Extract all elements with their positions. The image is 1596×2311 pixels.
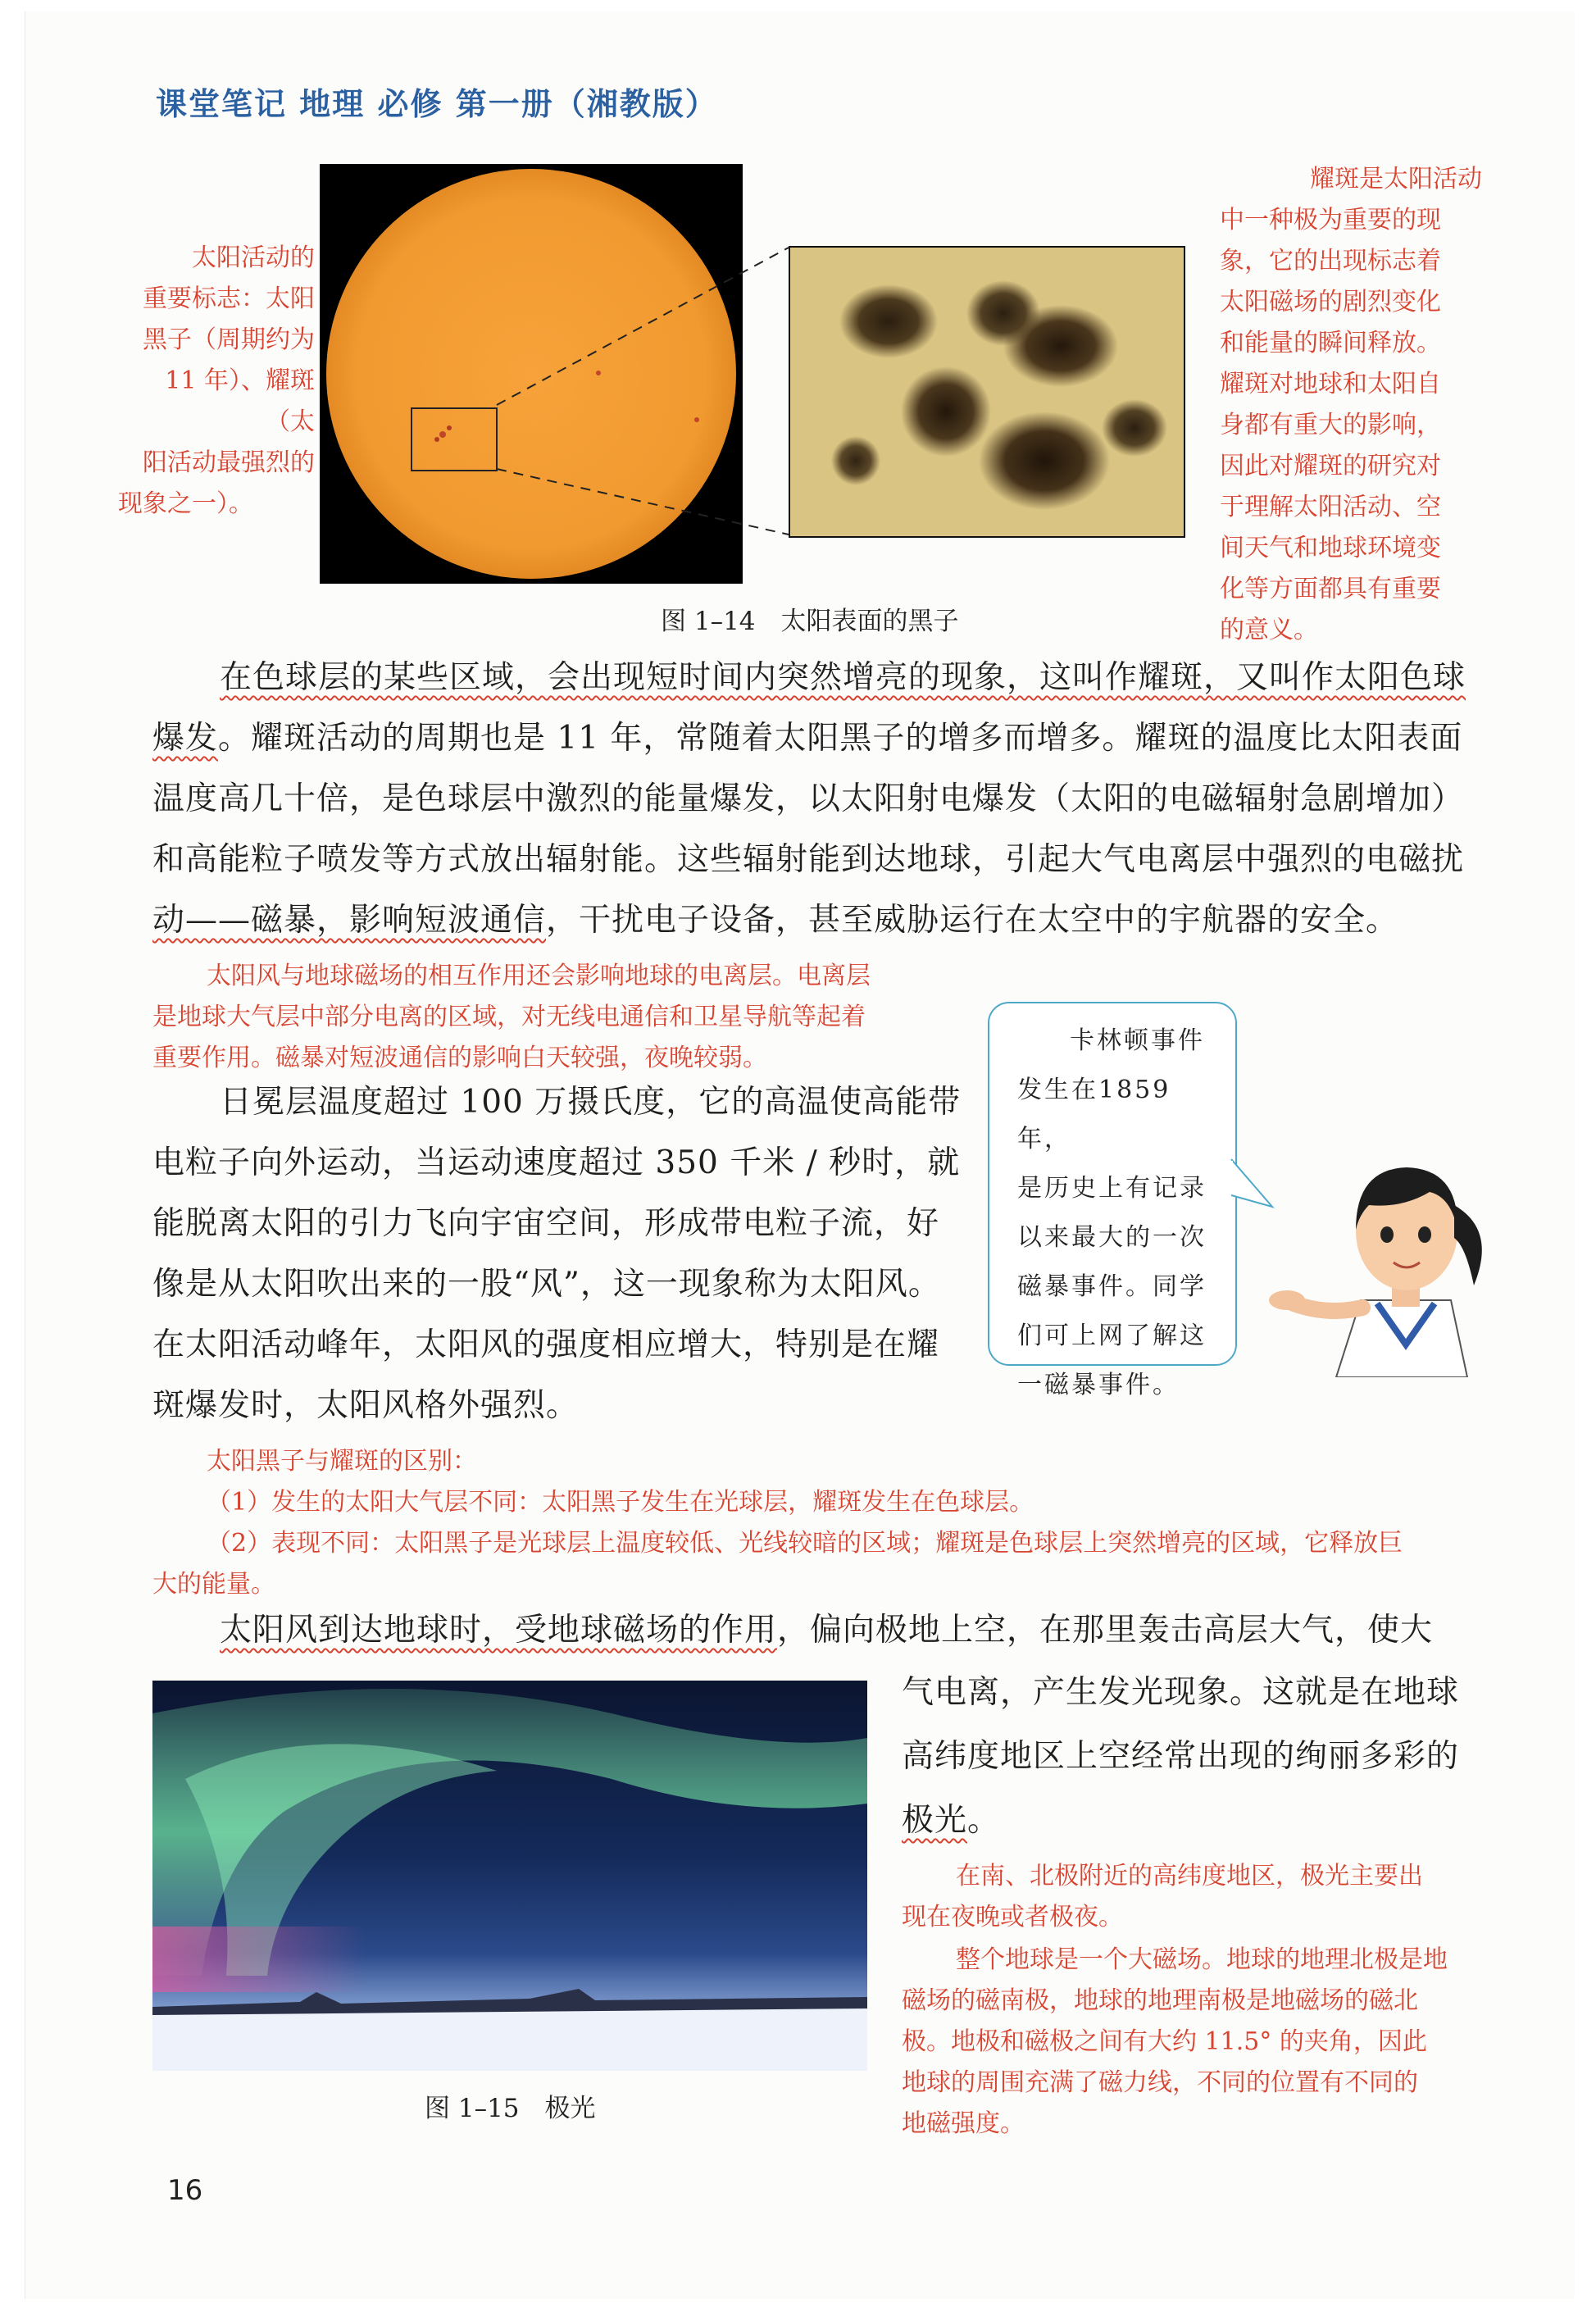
body-line: 斑爆发时，太阳风格外强烈。 [152,1387,580,1424]
note-line: 整个地球是一个大磁场。地球的地理北极是地 [956,1945,1448,1974]
book-header-title: 课堂笔记 地理 必修 第一册（湘教版） [156,86,718,122]
note-differences [152,1441,1497,1605]
zoom-connector-lines [492,244,795,539]
body-line: 像是从太阳吹出来的一股“风”，这一现象称为太阳风。 [152,1266,941,1303]
body-line: 爆发 [152,720,219,757]
note-ionosphere [152,956,972,1079]
bubble-line: 卡林顿事件 [1070,1026,1205,1055]
margin-note-right [1220,159,1482,651]
page-number: 16 [167,2174,203,2207]
body-line: 。耀斑活动的周期也是 11 年，常随着太阳黑子的增多而增多。耀斑的温度比太阳表面 [218,720,1463,757]
body-paragraph-flare [152,648,1497,951]
body-line: 日冕层温度超过 100 万摄氏度，它的高温使高能带 [220,1084,962,1121]
note-line: 化等方面都具有重要 [1220,575,1441,603]
body-paragraph-aurora [902,1661,1508,1853]
note-line: 11 年）、耀斑（太 [165,366,315,436]
note-line: 和能量的瞬间释放。 [1220,329,1441,357]
note-line: 重要标志：太阳 [143,284,315,313]
note-line: 因此对耀斑的研究对 [1220,452,1441,480]
note-aurora-time [902,1856,1508,1938]
note-line: 黑子（周期约为 [143,325,315,354]
sunspot-closeup-photo [789,246,1185,538]
body-line: 太阳风到达地球时，受地球磁场的作用 [220,1612,778,1649]
note-line: 阳活动最强烈的 [143,448,315,477]
note-geomagnetism [902,1940,1508,2145]
bubble-line: 们可上网了解这 [1017,1322,1207,1350]
note-line: 的意义。 [1220,616,1318,644]
body-line: 能脱离太阳的引力飞向宇宙空间，形成带电粒子流，好 [152,1205,940,1242]
body-line: ，偏向极地上空，在那里轰击高层大气，使大 [777,1612,1434,1649]
figure-caption: 图 1–15 极光 [425,2094,596,2123]
body-line: 在太阳活动峰年，太阳风的强度相应增大，特别是在耀 [152,1326,940,1363]
speech-bubble [988,1002,1237,1399]
note-line: 磁场的磁南极，地球的地理南极是地磁场的磁北 [902,1986,1418,2015]
aurora-illustration [152,1681,867,2071]
bubble-line: 一磁暴事件。 [1017,1371,1180,1399]
body-line: 电粒子向外运动，当运动速度超过 350 千米 / 秒时，就 [152,1144,961,1181]
body-paragraph-solar-wind [152,1072,972,1436]
margin-note-left [118,238,315,525]
body-line: 温度高几十倍，是色球层中激烈的能量爆发，以太阳射电爆发（太阳的电磁辐射急剧增加） [152,780,1465,817]
bubble-line: 发生在1859年， [1017,1076,1171,1153]
note-line: 现象之一）。 [118,489,253,518]
body-paragraph-aurora-line1 [152,1600,1497,1661]
note-line: 地球的周围充满了磁力线，不同的位置有不同的 [902,2068,1418,2097]
figure-caption: 图 1–14 太阳表面的黑子 [661,607,959,636]
body-line: ，干扰电子设备，甚至威胁运行在太空中的宇航器的安全。 [546,902,1399,939]
body-line: 高纬度地区上空经常出现的绚丽多彩的 [902,1738,1460,1775]
note-line: 地磁强度。 [902,2109,1025,2138]
note-line: 太阳黑子与耀斑的区别： [207,1447,477,1476]
body-line: 和高能粒子喷发等方式放出辐射能。这些辐射能到达地球，引起大气电离层中强烈的电磁扰 [152,841,1465,878]
note-line: 现在夜晚或者极夜。 [902,1903,1123,1931]
note-line: 极。地极和磁极之间有大约 11.5° 的夹角，因此 [902,2027,1427,2056]
note-line: 太阳风与地球磁场的相互作用还会影响地球的电离层。电离层 [207,962,871,990]
note-line: 是地球大气层中部分电离的区域，对无线电通信和卫星导航等起着 [152,1003,866,1031]
aurora-photo [152,1681,867,2071]
body-line: 。 [967,1802,1001,1839]
note-line: 中一种极为重要的现 [1220,206,1441,234]
note-line: （1）发生的太阳大气层不同：太阳黑子发生在光球层，耀斑发生在色球层。 [207,1488,1034,1517]
note-line: 太阳磁场的剧烈变化 [1220,288,1441,316]
note-line: （2）表现不同：太阳黑子是光球层上温度较低、光线较暗的区域；耀斑是色球层上突然增亮的区域，它释放巨 [207,1529,1403,1558]
note-line: 身都有重大的影响， [1220,411,1441,439]
student-girl-illustration [1254,1140,1500,1377]
note-line: 于理解太阳活动、空 [1220,493,1441,521]
note-line: 象，它的出现标志着 [1220,247,1441,275]
note-line: 太阳活动的 [192,243,315,272]
note-line: 重要作用。磁暴对短波通信的影响白天较强，夜晚较弱。 [152,1044,767,1072]
note-line: 耀斑对地球和太阳自 [1220,370,1441,398]
body-line: 极光 [902,1802,968,1839]
body-line: 动——磁暴，影响短波通信 [152,902,547,939]
note-line: 大的能量。 [152,1570,275,1599]
note-line: 在南、北极附近的高纬度地区，极光主要出 [956,1862,1423,1890]
body-line: 气电离，产生发光现象。这就是在地球 [902,1674,1460,1711]
bubble-line: 磁暴事件。同学 [1017,1272,1207,1301]
bubble-line: 以来最大的一次 [1017,1223,1207,1252]
bubble-line: 是历史上有记录 [1017,1174,1207,1203]
note-line: 耀斑是太阳活动 [1310,165,1482,193]
note-line: 间天气和地球环境变 [1220,534,1441,562]
body-line: 在色球层的某些区域，会出现短时间内突然增亮的现象，这叫作耀斑，又叫作太阳色球 [220,659,1466,696]
